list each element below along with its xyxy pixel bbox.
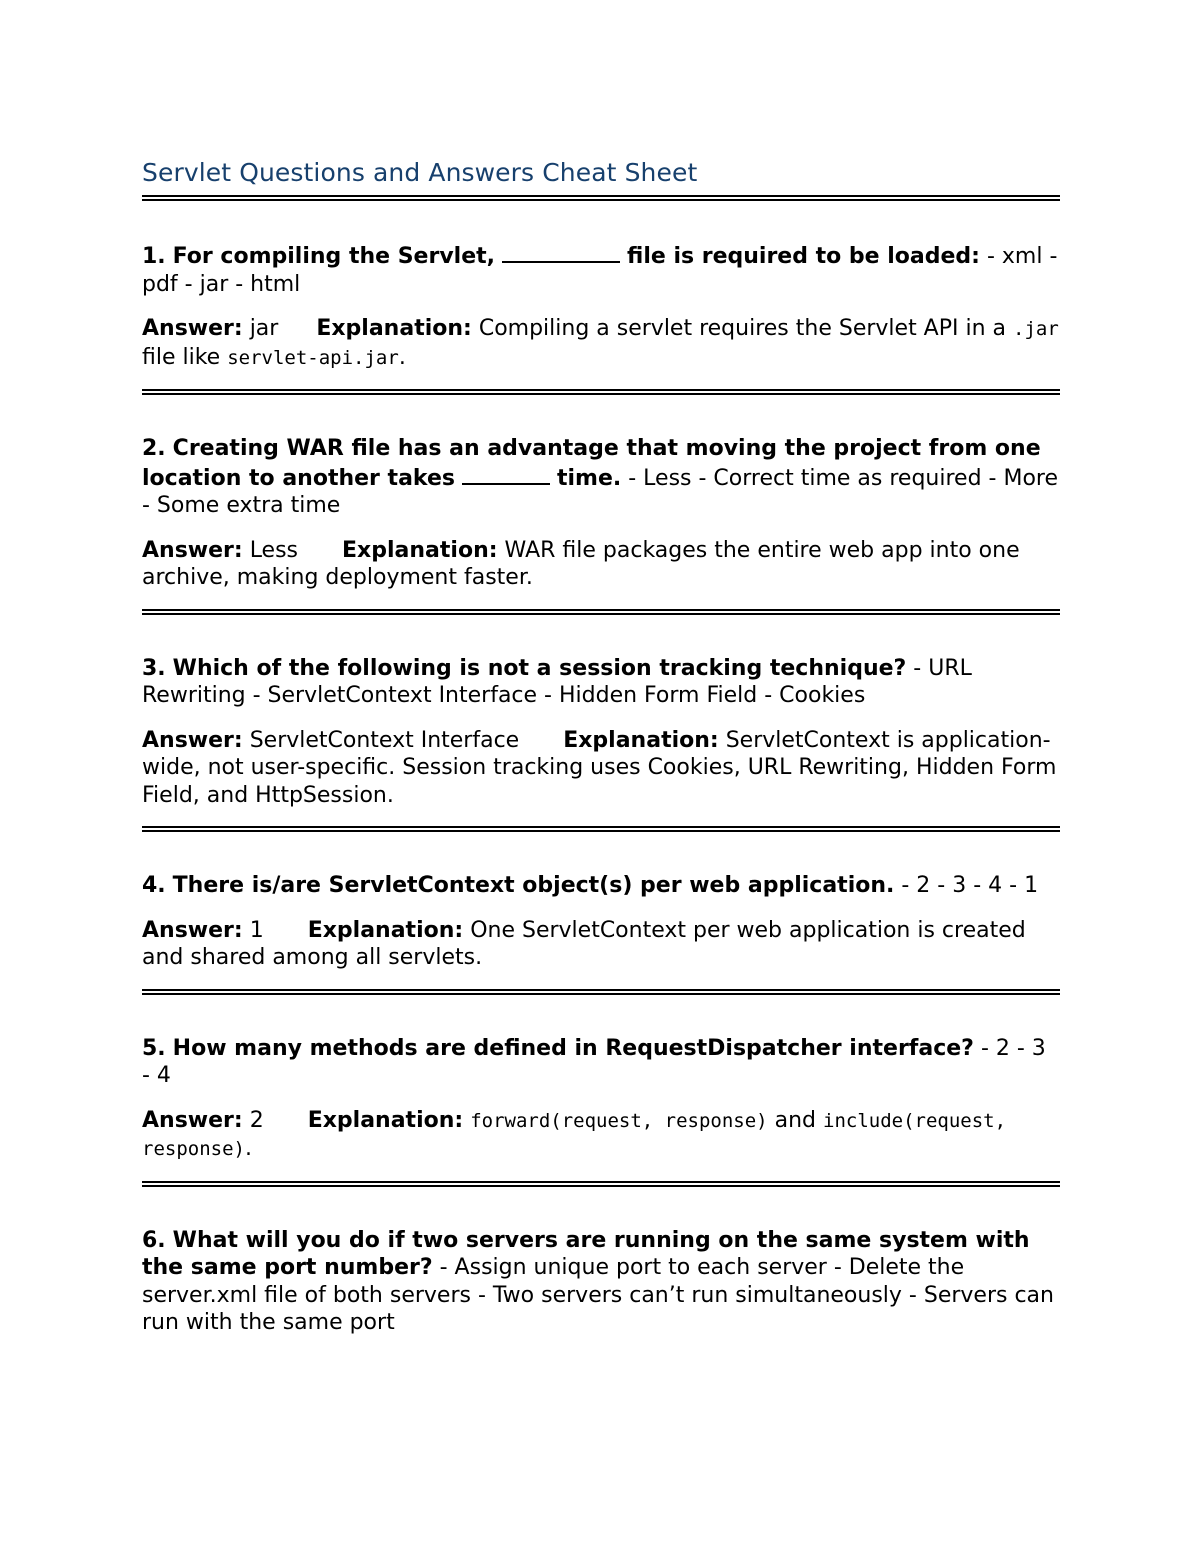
divider: [142, 826, 1060, 832]
page-title: Servlet Questions and Answers Cheat Sheet: [142, 158, 698, 187]
explanation-text: One ServletContext per web application is created and shared among all servlets.: [142, 917, 1026, 970]
answer-value: ServletContext Interface: [249, 727, 520, 753]
question-text: What will you do if two servers are running on the same system with the same port number?: [142, 1227, 1030, 1280]
answer-2: [142, 537, 1060, 592]
explanation-text: WAR file packages the entire web app into one archive, making deployment faster.: [142, 537, 1020, 590]
answer-5: [142, 1107, 1060, 1164]
explanation-text: .: [398, 344, 406, 370]
divider: [142, 989, 1060, 995]
question-3: [142, 655, 1060, 710]
document-page: [142, 155, 1060, 1337]
question-options: - 2 - 3 - 4: [142, 1035, 1046, 1088]
explanation-text: .: [244, 1136, 252, 1161]
question-number: 3.: [142, 655, 166, 681]
explanation-text: ServletContext is application-wide, not user-specific. Session tracking uses Cookies, URL Rewriting, Hidden Form Field, and HttpSession.: [142, 727, 1057, 808]
question-options: - Assign unique port to each server - Delete the server.xml file of both servers - Two servers can’t run simultaneously - Servers can run with the same port: [142, 1255, 1054, 1335]
question-number: 2.: [142, 436, 166, 461]
question-number: 6.: [142, 1227, 166, 1253]
fill-blank: [462, 463, 550, 485]
explanation-text: and: [774, 1107, 816, 1133]
explanation-text: Compiling a servlet requires the Servlet API in a: [478, 316, 1007, 341]
answer-label: Answer:: [142, 727, 243, 753]
question-number: 4.: [142, 873, 166, 898]
explanation-label: Explanation:: [307, 917, 464, 943]
question-options: - Less - Correct time as required - More - Some extra time: [142, 465, 1059, 518]
question-text: There is/are ServletContext object(s) per web application.: [172, 873, 895, 898]
question-4: [142, 872, 1060, 900]
answer-label: Answer:: [142, 316, 243, 341]
question-text: Which of the following is not a session tracking technique?: [172, 655, 907, 681]
answer-label: Answer:: [142, 537, 243, 563]
explanation-label: Explanation:: [342, 537, 498, 563]
code-snippet: servlet-api.jar: [227, 346, 399, 369]
explanation-text: file like: [142, 344, 221, 370]
divider: [142, 609, 1060, 615]
answer-3: [142, 727, 1060, 810]
explanation-label: Explanation:: [316, 316, 472, 341]
question-text: How many methods are defined in RequestDispatcher interface?: [172, 1035, 974, 1061]
question-2: [142, 435, 1060, 520]
code-snippet: .jar: [1013, 318, 1059, 340]
answer-label: Answer:: [142, 917, 243, 943]
question-text: time.: [556, 465, 622, 491]
question-text: For compiling the Servlet,: [172, 244, 496, 269]
divider: [142, 195, 1060, 201]
question-5: [142, 1035, 1060, 1090]
divider: [142, 389, 1060, 395]
answer-value: 2: [249, 1107, 264, 1133]
divider: [142, 1181, 1060, 1187]
question-text: file is required to be loaded:: [627, 244, 980, 269]
question-options: - 2 - 3 - 4 - 1: [901, 873, 1039, 898]
question-number: 5.: [142, 1035, 166, 1061]
answer-value: 1: [249, 917, 264, 943]
answer-value: Less: [249, 537, 299, 563]
code-snippet: include(request, response): [142, 1109, 1007, 1160]
answer-value: jar: [249, 316, 279, 341]
explanation-label: Explanation:: [563, 727, 719, 753]
question-text: Creating WAR file has an advantage that moving the project from one location to another takes: [142, 436, 1041, 491]
code-snippet: forward(request, response): [470, 1109, 768, 1132]
question-options: - xml - pdf - jar - html: [142, 244, 1058, 297]
question-1: [142, 241, 1060, 298]
answer-1: [142, 315, 1060, 372]
question-number: 1.: [142, 244, 166, 269]
explanation-label: Explanation:: [307, 1107, 464, 1133]
answer-label: Answer:: [142, 1107, 243, 1133]
answer-4: [142, 917, 1060, 972]
question-6: [142, 1227, 1060, 1337]
fill-blank: [502, 241, 620, 263]
question-options: - URL Rewriting - ServletContext Interface - Hidden Form Field - Cookies: [142, 655, 972, 708]
